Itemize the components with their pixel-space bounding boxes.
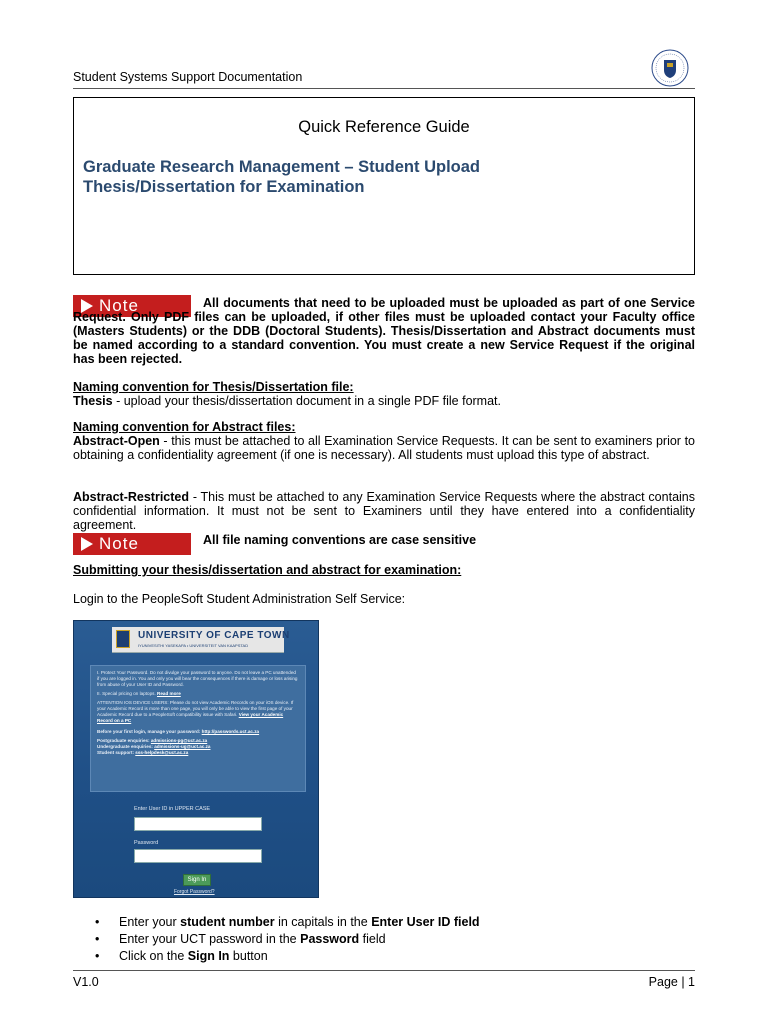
thesis-naming-section [73,380,695,408]
abstract-open-description: - this must be attached to all Examination Service Requests. It can be sent to examiners prior to obtaining a confidentiality agreement (if one is necessary). All students must upload this type of abstract. [73,434,695,462]
notice-paragraph: I. Protect Your Password. Do not divulge your password to anyone. Do not leave a PC unattended if you are logged in. You and only you will bear the consequences if there is damage or loss arising from abuse of your User ID and Password. [97,670,298,687]
passwords-link[interactable]: http://passwords.uct.ac.za [201,729,260,734]
list-item: • Enter your UCT password in the Password field [95,931,480,948]
pg-email-link[interactable]: admissions-pg@uct.ac.za [150,738,208,743]
note-badge [73,533,191,555]
note-label: Note [99,296,139,315]
note-label: Note [99,534,139,553]
document-header: Student Systems Support Documentation [73,70,303,84]
page-number: Page | 1 [648,975,695,989]
abstract-naming-section [73,420,695,462]
subtitle-line-1: Graduate Research Management – Student Upload [83,158,481,176]
play-arrow-icon [81,537,93,551]
userid-label: Enter User ID in UPPER CASE [134,806,211,812]
list-item: • Click on the Sign In button [95,948,480,965]
abstract-open-term: Abstract-Open [73,434,160,448]
ug-email-link[interactable]: admissions-ug@uct.ac.za [154,744,211,749]
header-divider [73,88,695,89]
section-heading: Naming convention for Abstract files: [73,420,296,434]
abstract-restricted-description: - This must be attached to any Examination Service Requests where the abstract contains confidential information. It must not be sent to Examiners until they have entered into a confidentiality agreement. [73,490,695,532]
forgot-password-link[interactable]: Forgot Password? [174,889,215,895]
subtitle-line-2: Thesis/Dissertation for Examination [83,178,365,196]
list-item: • Enter your student number in capitals in the Enter User ID field [95,914,480,931]
notice-paragraph: II. Special pricing on laptops. Read more [97,691,181,696]
uct-crest-icon [116,630,130,648]
sign-in-button[interactable]: Sign In [183,874,211,886]
instruction-list [95,914,480,965]
notice-line: Undergraduate enquiries: admissions-ug@uct.ac.za [97,744,211,749]
title-box [73,97,695,275]
thesis-term: Thesis [73,394,113,408]
university-crest-logo [650,48,690,88]
view-record-link[interactable]: View your Academic Record on a PC [97,712,284,723]
note-text: All file naming conventions are case sensitive [203,533,477,547]
submit-heading: Submitting your thesis/dissertation and abstract for examination: [73,563,462,577]
password-input[interactable] [134,849,262,863]
notice-line: Postgraduate enquiries: admissions-pg@uct.ac.za [97,738,208,743]
userid-input[interactable] [134,817,262,831]
abstract-restricted-term: Abstract-Restricted [73,490,190,504]
password-label: Password [134,840,159,846]
support-email-link[interactable]: sss-helpdesk@uct.ac.za [135,750,189,755]
thesis-description: - upload your thesis/dissertation document in a single PDF file format. [112,394,501,408]
note-text: All documents that need to be uploaded must be uploaded as part of one Service Request. Only PDF files can be uploaded, if other files must be uploaded contact your Faculty office (Masters Students) or the DDB (Doctoral Students). Thesis/Dissertation and Abstract documents must be named according to a standard convention. You must create a new Service Request if the original has been rejected. [73,296,695,366]
university-subname: IYUNIVESITHI YASEKAPA • UNIVERSITEIT VAN KAAPSTAD [138,643,249,648]
university-name: UNIVERSITY OF CAPE TOWN [138,630,290,641]
guide-heading: Quick Reference Guide [298,118,470,136]
abstract-restricted-paragraph [73,490,695,532]
notice-line: Student support: sss-helpdesk@uct.ac.za [97,750,189,755]
version-label: V1.0 [73,975,99,989]
login-screenshot [73,620,319,898]
login-notice-panel [90,665,306,792]
notice-paragraph: Before your first login, manage your password: http://passwords.uct.ac.za [97,729,260,734]
section-heading: Naming convention for Thesis/Dissertation file: [73,380,354,394]
notice-paragraph: ATTENTION IOS DEVICE USERS: Please do not view Academic Records on your iOS device. If your Academic Record is more than one page, you will only be able to view the first page of your Academic Record due to a PeopleSoft compatibility issue with Safari. View your Academic Record on a PC [97,700,294,723]
read-more-link[interactable]: Read more [157,691,181,696]
footer-divider [73,970,695,971]
uct-banner [112,627,290,653]
guide-subtitle [83,157,643,197]
login-intro: Login to the PeopleSoft Student Administration Self Service: [73,592,406,606]
